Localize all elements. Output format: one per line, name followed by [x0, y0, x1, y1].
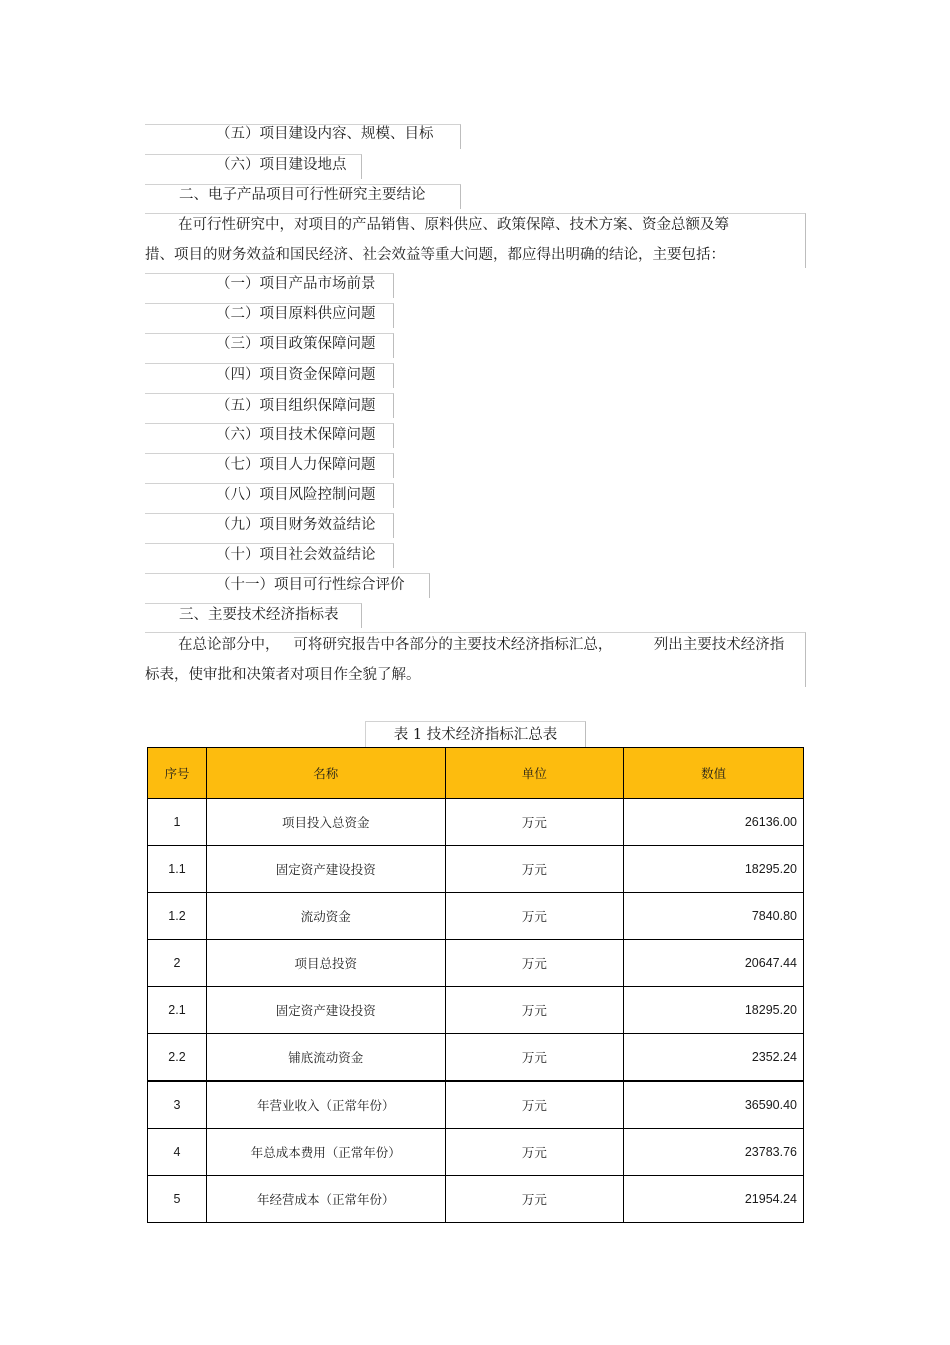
cell-name: 年营业收入（正常年份） [206, 1081, 445, 1129]
conclusion-item: （五）项目组织保障问题 [216, 398, 376, 414]
table-row [148, 846, 804, 893]
table-row [148, 1081, 804, 1129]
cell-unit: 万元 [445, 1034, 624, 1082]
cell-name: 流动资金 [206, 893, 445, 940]
table-row [148, 1034, 804, 1082]
cell-unit: 万元 [445, 799, 624, 846]
cell-value: 7840.80 [624, 893, 804, 940]
table-row [148, 1176, 804, 1223]
conclusion-item: （三）项目政策保障问题 [216, 336, 376, 352]
conclusion-item: （七）项目人力保障问题 [216, 457, 376, 473]
paragraph-line: 措、项目的财务效益和国民经济、社会效益等重大问题，都应得出明确的结论，主要包括： [145, 247, 725, 263]
table-row [148, 893, 804, 940]
paragraph-line: 在总论部分中， 可将研究报告中各部分的主要技术经济指标汇总， 列出主要技术经济指 [178, 637, 785, 653]
cell-index: 2.1 [148, 987, 207, 1034]
table-row [148, 1129, 804, 1176]
header-cell: 名称 [206, 748, 445, 799]
conclusion-item: （十）项目社会效益结论 [216, 547, 376, 563]
cell-name: 年总成本费用（正常年份） [206, 1129, 445, 1176]
cell-unit: 万元 [445, 1176, 624, 1223]
conclusion-item: （九）项目财务效益结论 [216, 517, 376, 533]
cell-index: 1.1 [148, 846, 207, 893]
item-6-location: （六）项目建设地点 [216, 157, 347, 173]
table-header-row [148, 748, 804, 799]
conclusion-item: （一）项目产品市场前景 [216, 276, 376, 292]
cell-value: 21954.24 [624, 1176, 804, 1223]
table-row [148, 987, 804, 1034]
cell-index: 1.2 [148, 893, 207, 940]
cell-value: 23783.76 [624, 1129, 804, 1176]
cell-index: 5 [148, 1176, 207, 1223]
cell-index: 3 [148, 1081, 207, 1129]
cell-name: 铺底流动资金 [206, 1034, 445, 1082]
cell-unit: 万元 [445, 940, 624, 987]
header-cell: 数值 [624, 748, 804, 799]
table-caption: 表 1 技术经济指标汇总表 [365, 721, 586, 748]
section-2-heading: 二、电子产品项目可行性研究主要结论 [179, 187, 426, 203]
section-3-heading: 三、主要技术经济指标表 [179, 607, 339, 623]
cell-unit: 万元 [445, 1129, 624, 1176]
table-row [148, 940, 804, 987]
cell-value: 20647.44 [624, 940, 804, 987]
conclusion-item: （十一）项目可行性综合评价 [216, 577, 405, 593]
cell-index: 1 [148, 799, 207, 846]
conclusion-item: （六）项目技术保障问题 [216, 427, 376, 443]
cell-index: 2.2 [148, 1034, 207, 1082]
conclusion-item: （八）项目风险控制问题 [216, 487, 376, 503]
cell-index: 4 [148, 1129, 207, 1176]
cell-name: 固定资产建设投资 [206, 846, 445, 893]
cell-value: 18295.20 [624, 846, 804, 893]
cell-index: 2 [148, 940, 207, 987]
cell-name: 项目总投资 [206, 940, 445, 987]
item-5-content: （五）项目建设内容、规模、目标 [216, 126, 434, 142]
cell-value: 18295.20 [624, 987, 804, 1034]
table-row [148, 799, 804, 846]
cell-unit: 万元 [445, 846, 624, 893]
cell-name: 项目投入总资金 [206, 799, 445, 846]
cell-unit: 万元 [445, 987, 624, 1034]
cell-name: 年经营成本（正常年份） [206, 1176, 445, 1223]
cell-unit: 万元 [445, 893, 624, 940]
cell-value: 2352.24 [624, 1034, 804, 1082]
cell-value: 26136.00 [624, 799, 804, 846]
indicator-table [147, 747, 804, 1223]
paragraph-line: 标表，使审批和决策者对项目作全貌了解。 [145, 667, 421, 683]
conclusion-item: （二）项目原料供应问题 [216, 306, 376, 322]
conclusion-item: （四）项目资金保障问题 [216, 367, 376, 383]
cell-name: 固定资产建设投资 [206, 987, 445, 1034]
cell-unit: 万元 [445, 1081, 624, 1129]
paragraph-line: 在可行性研究中，对项目的产品销售、原料供应、政策保障、技术方案、资金总额及筹 [178, 217, 729, 233]
header-cell: 序号 [148, 748, 207, 799]
cell-value: 36590.40 [624, 1081, 804, 1129]
header-cell: 单位 [445, 748, 624, 799]
